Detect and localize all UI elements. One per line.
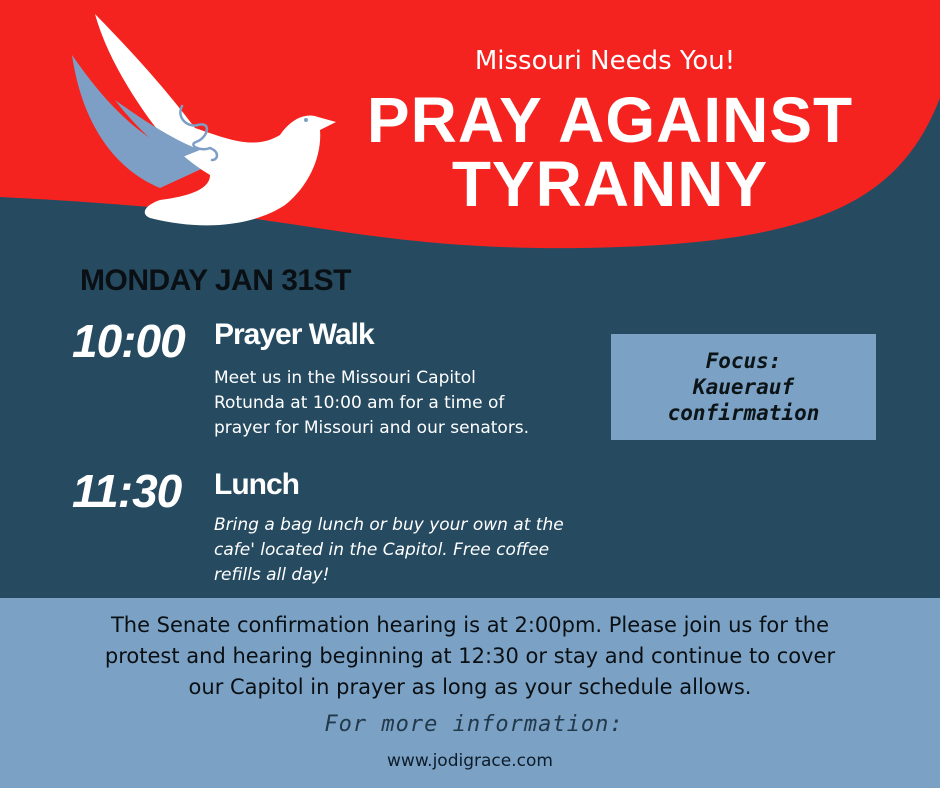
focus-name: Kauerauf [692, 375, 795, 399]
footer-line: protest and hearing beginning at 12:30 or stay and continue to cover [104, 644, 836, 668]
description-line: cafe' located in the Capitol. Free coffee [214, 540, 550, 560]
description-line: Rotunda at 10:00 am for a time of [214, 393, 505, 413]
description-line: refills all day! [214, 565, 330, 585]
description-line: prayer for Missouri and our senators. [214, 418, 530, 438]
footer-line: The Senate confirmation hearing is at 2:00pm. Please join us for the [110, 613, 830, 637]
title-line-1: PRAY AGAINST [366, 84, 854, 156]
focus-topic: confirmation [667, 401, 820, 425]
description-line: Meet us in the Missouri Capitol [214, 368, 476, 388]
event-description [214, 513, 564, 588]
event-time: 10:00 [72, 315, 185, 367]
event-date: MONDAY JAN 31ST [80, 264, 351, 297]
footer-panel [0, 598, 940, 788]
event-title: Lunch [214, 468, 299, 501]
footer-line: our Capitol in prayer as long as your schedule allows. [188, 675, 752, 699]
focus-box [611, 334, 876, 440]
title-line-2: TYRANNY [451, 148, 769, 220]
page-title [330, 84, 890, 220]
event-title: Prayer Walk [214, 318, 374, 351]
focus-label: Focus: [705, 349, 782, 373]
more-info-label: For more information: [324, 712, 624, 737]
footer-message [40, 610, 900, 703]
website-link[interactable]: www.jodigrace.com [387, 751, 553, 771]
event-description [214, 366, 529, 441]
dove-eye [304, 118, 308, 122]
description-line: Bring a bag lunch or buy your own at the [214, 515, 564, 535]
tagline: Missouri Needs You! [474, 46, 736, 76]
event-time: 11:30 [72, 465, 182, 517]
